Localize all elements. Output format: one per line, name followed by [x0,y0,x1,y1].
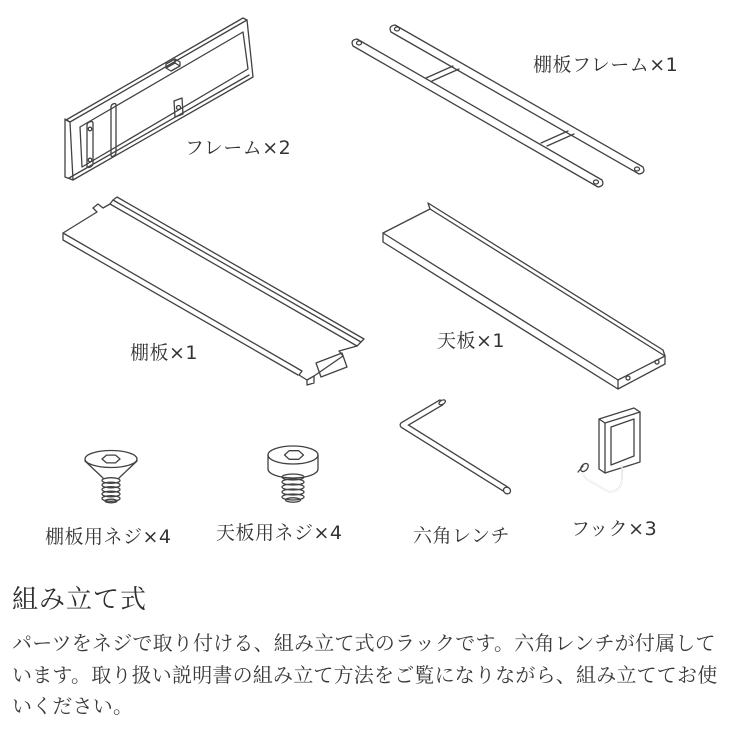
top-board-part-drawing [375,195,675,395]
shelf-frame-part-label: 棚板フレーム×1 [533,54,679,76]
frame-part-drawing [60,10,265,190]
top-screw-label: 天板用ネジ×4 [216,522,343,544]
hex-wrench-label: 六角レンチ [413,525,511,547]
shelf-screw-drawing [80,446,144,508]
top-screw-drawing [262,442,324,506]
shelf-frame-part-drawing [340,20,650,195]
shelf-board-part-label: 棚板×1 [130,342,199,364]
shelf-screw-label: 棚板用ネジ×4 [45,526,172,548]
assembly-section-body: パーツをネジで取り付ける、組み立て式のラックです。六角レンチが付属しています。取り扱い説明書の組み立て方法をご覧になりながら、組み立ててお使いください。 [12,631,718,718]
hex-wrench-drawing [390,398,515,503]
hook-drawing [570,406,658,511]
frame-part-label: フレーム×2 [185,137,292,159]
top-board-part-label: 天板×1 [437,330,506,352]
hook-label: フック×3 [571,518,658,540]
assembly-section-heading: 組み立て式 [12,585,148,615]
shelf-board-part-drawing [50,195,370,395]
